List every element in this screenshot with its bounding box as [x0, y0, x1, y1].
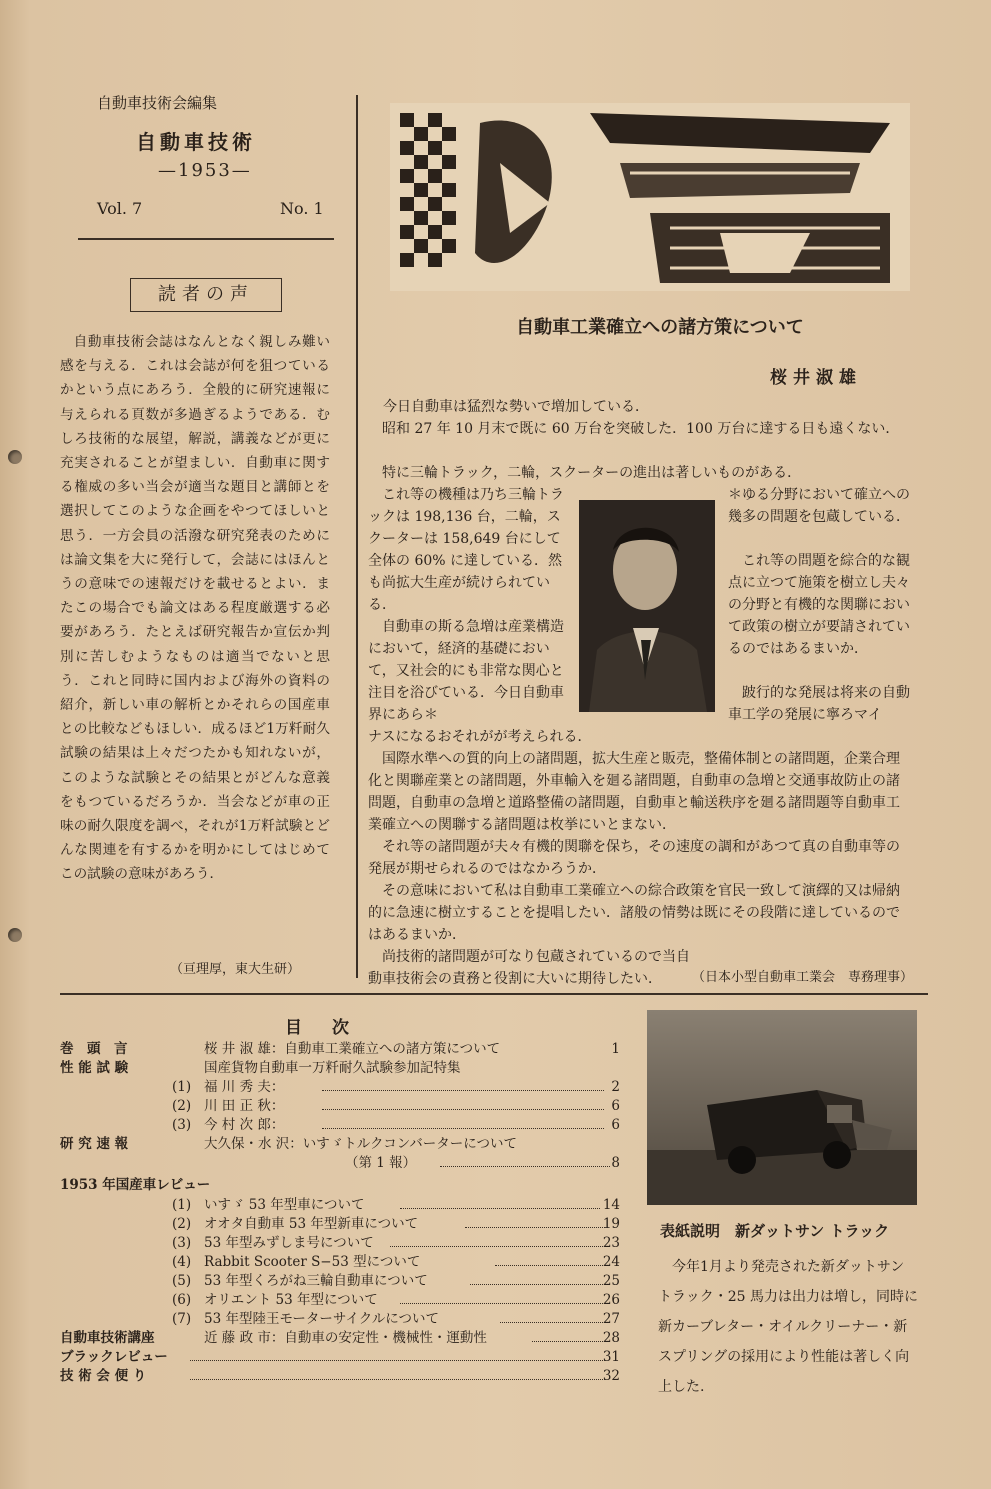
article-para: ナスになるおそれがが考えられる． [368, 729, 592, 745]
article-para: 昭和 27 年 10 月末で既に 60 万台を突破した．100 万台に達する日も遠くない． [382, 421, 900, 437]
article-para: 跛行的な発展は将来の自動車工学の発展に寧ろマイ [728, 685, 910, 723]
readers-voice-signature: （亘理厚，東大生研） [170, 962, 301, 977]
toc-entry[interactable]: 性 能 試 験 国産貨物自動車一万粁耐久試験参加記特集 [60, 1060, 461, 1076]
volume-number: Vol. 7 [97, 199, 143, 218]
article-para: 国際水準への質的向上の諸問題，拡大生産と販売，整備体制との諸問題，企業合理化と関聯産業との諸問題，外車輸入を廻る諸問題，自動車の急増と交通事故防止の諸問題，自動車の急増と道路整備の諸問題，自動車と輸送秩序を廻る諸問題等自動車工業確立への関聯する諸問題は枚挙にいとまない． [368, 751, 900, 833]
toc-entry[interactable]: 1953 年国産車レビュー [60, 1177, 211, 1193]
cover-caption-title: 表紙説明 新ダットサン トラック [660, 1222, 890, 1240]
column-divider [356, 95, 358, 978]
article-para: ＊ゆる分野において確立への幾多の問題を包蔵している． [728, 487, 910, 525]
article-para: これ等の機種は乃ち三輪トラックは 198,136 台，二輪，スクーターは 158,649 台にして全体の 60% に達している．然も尚拡大生産が続けられている． [368, 487, 564, 613]
toc-entry[interactable]: (7) 53 年型陸王モーターサイクルについて 27 [172, 1311, 620, 1327]
toc-entry[interactable]: ブラックレビュー 31 [60, 1349, 620, 1365]
journal-title: 自動車技術 [136, 130, 256, 154]
article-para: これ等の問題を綜合的な観点に立つて施策を樹立し夫々の分野と有機的な関聯において政策の樹立が要請されているのではあるまいか． [728, 553, 910, 657]
editor-line: 自動車技術会編集 [97, 94, 218, 112]
article-para: 今日自動車は猛烈な勢いで増加している． [383, 399, 649, 415]
binding-hole [8, 928, 22, 942]
toc-entry[interactable]: 技 術 会 便 り 32 [60, 1368, 620, 1384]
toc-entry[interactable]: (5) 53 年型くろがね三輪自動車について 25 [172, 1273, 620, 1289]
toc-entry[interactable]: (3) 53 年型みずしま号について 23 [172, 1235, 620, 1251]
toc-entry[interactable]: 研 究 速 報 大久保・水 沢：いすゞトルクコンバーターについて [60, 1136, 518, 1152]
toc-entry[interactable]: 自動車技術講座 近 藤 政 市：自動車の安定性・機械性・運動性 28 [60, 1330, 620, 1346]
toc-entry[interactable]: （第 1 報） 8 [345, 1155, 620, 1171]
readers-voice-heading: 読者の声 [130, 278, 282, 312]
toc-entry[interactable]: (6) オリエント 53 年型について 26 [172, 1292, 620, 1308]
toc-entry[interactable]: (1) 福 川 秀 夫： 2 [172, 1079, 620, 1095]
article-title: 自動車工業確立への諸方策について [516, 317, 804, 338]
binding-hole [8, 450, 22, 464]
issue-number: No. 1 [280, 199, 324, 218]
portrait-figure-icon [579, 500, 715, 712]
readers-voice-body: 自動車技術会誌はなんとなく親しみ難い感を与える．これは会誌が何を狙つているかという点にあろう．全般的に研究速報に与えられる頁数が多過ぎるようである．むしろ技術的な展望，解説，講義などが更に充実されることが望ましい．自動車に関する権威の多い当会が適当な題目と講師とを選択してこのような企画をやつてほしいと思う．一方会員の活潑な研究発表のためには論文集を大に発行して，会誌にはほんとうの意味での速報だけを載せるとよい．またこの場合でも論文はある程度厳選する必要があろう．たとえば研究報告か宣伝か判別に苦しむようなものは適当でないと思う．これと同時に国内および海外の資料の紹介，新しい車の解析とかそれらの国産車との比較などもほしい．成るほど1万粁耐久試験の結果は上々だつたかも知れないが，このような試験とその結果とがどんな意義をもつているだろうか．当会などが車の正味の耐久限度を調べ，それが1万粁試験とどんな関連を有するかを明かにしてはじめてこの試験の意味があろう． [60, 334, 330, 883]
cover-truck-photo [647, 1010, 917, 1205]
cover-caption-body: 今年1月より発売された新ダットサン トラック・25 馬力は出力は増し，同時に新カーブレター・オイルクリーナー・新スプリングの採用により性能は著しく向上した. [658, 1259, 918, 1395]
journal-year: —1953— [158, 160, 252, 181]
article-para: 自動車の斯る急増は産業構造において，経済的基礎において，又社会的にも非常な関心と注目を浴びている．今日自動車界にあら＊ [368, 619, 564, 723]
toc-entry[interactable]: (4) Rabbit Scooter S−53 型について 24 [172, 1254, 620, 1270]
article-author: 桜井淑雄 [770, 368, 862, 388]
article-para: 特に三輪トラック，二輪，スクーターの進出は著しいものがある． [382, 465, 802, 481]
article-para: それ等の諸問題が夫々有機的関聯を保ち，その速度の調和があつて真の自動車等の発展が期せられるのではなかろうか． [368, 839, 900, 877]
truck-photo-icon [647, 1010, 917, 1205]
toc-entry[interactable]: (1) いすゞ 53 年型車について 14 [172, 1197, 620, 1213]
article-para: 尚技術的諸問題が可なり包蔵されているので当自動車技術会の責務と役割に大いに期待したい． [368, 949, 690, 987]
toc-entry[interactable]: (3) 今 村 次 郎： 6 [172, 1117, 620, 1133]
article-affiliation: （日本小型自動車工業会 専務理事） [691, 970, 913, 985]
article-para: その意味において私は自動車工業確立への綜合政策を官民一致して演繹的又は帰納的に急速に樹立することを提唱したい．諸般の情勢は既にその段階に達しているのではあるまいか． [368, 883, 900, 943]
section-rule [60, 993, 928, 995]
toc-entry[interactable]: (2) 川 田 正 秋： 6 [172, 1098, 620, 1114]
toc-entry[interactable]: 巻 頭 言 桜 井 淑 雄：自動車工業確立への諸方策について 1 [60, 1041, 620, 1057]
toc-entry[interactable]: (2) オオタ自動車 53 年型新車について 19 [172, 1216, 620, 1232]
decorative-artwork [390, 103, 910, 291]
header-rule [78, 238, 334, 240]
author-portrait [579, 500, 715, 712]
toc-heading: 目次 [285, 1018, 379, 1038]
